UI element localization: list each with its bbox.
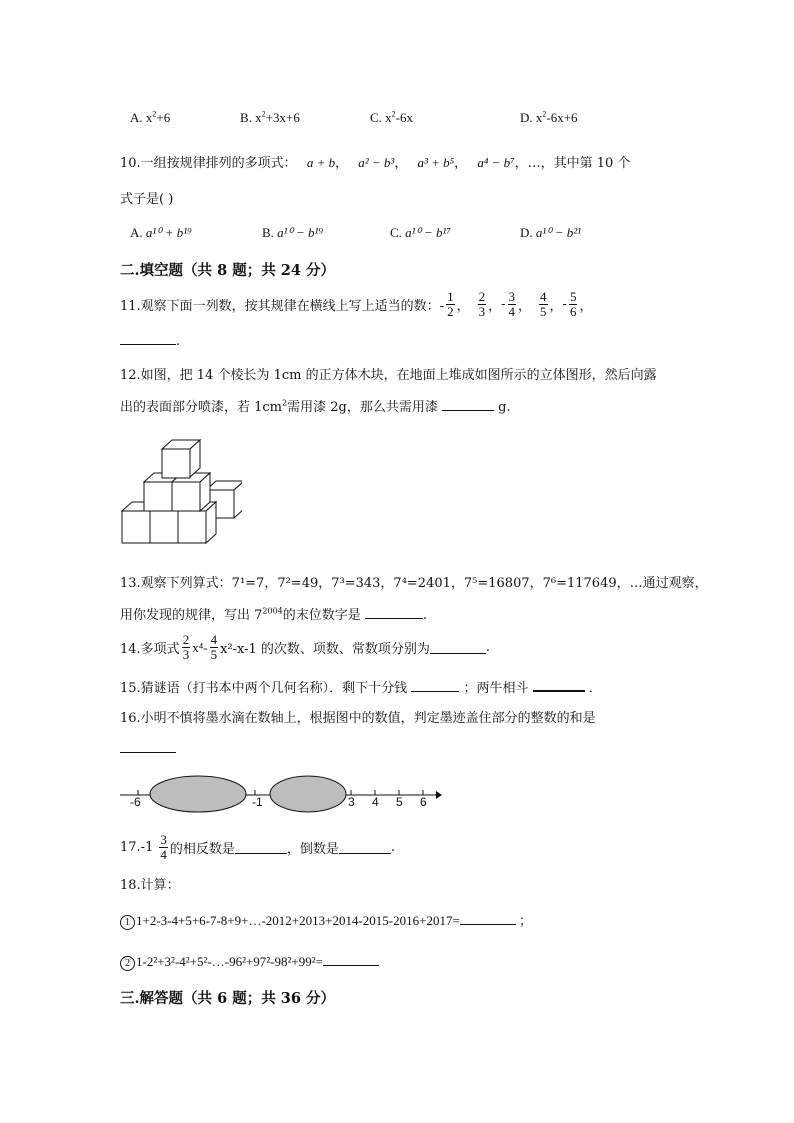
q18-part-2: 2 1-2²+3²-4²+5²-…-96²+97²-98²+99²= bbox=[120, 953, 379, 971]
q15-answer-blank-1[interactable] bbox=[411, 679, 459, 692]
section-2-title: 二.填空题（共 8 题；共 24 分） bbox=[120, 262, 336, 279]
q14-fraction-1: $\frac{2}{3}$ bbox=[182, 632, 190, 662]
q17-answer-blank-2[interactable] bbox=[339, 841, 391, 854]
q18-part-2-blank[interactable] bbox=[323, 953, 379, 966]
axis-label-6: 6 bbox=[420, 795, 427, 809]
q14-answer-blank[interactable] bbox=[430, 641, 486, 654]
q10-option-d: D. a¹⁰ − b²¹ bbox=[520, 225, 582, 240]
q11-answer-blank[interactable] bbox=[120, 332, 176, 345]
q9-option-c: C. $x^2-6x$ bbox=[370, 109, 414, 125]
q17-answer-blank-1[interactable] bbox=[235, 841, 287, 854]
number-line-arrow bbox=[436, 791, 442, 799]
q11-fraction-4: $\frac{4}{5}$ bbox=[540, 289, 547, 319]
q17-question: 17.-1 $\frac{3}{4}$ 的相反数是 ，倒数是 . bbox=[120, 832, 396, 862]
cube-top bbox=[162, 440, 200, 478]
q12-question: 12.如图，把 14 个棱长为 1cm 的正方体木块，在地面上堆成如图所示的立体图形，然后向露 bbox=[120, 368, 657, 383]
section-3-title: 三.解答题（共 6 题；共 36 分） bbox=[120, 990, 336, 1007]
q18-part-1: 1 1+2-3-4+5+6-7-8+9+…-2012+2013+2014-2015-2016+2017= ； bbox=[120, 910, 532, 930]
q18-part-1-blank[interactable] bbox=[460, 912, 516, 925]
q10-option-b: B. a¹⁰ − b¹⁹ bbox=[262, 225, 323, 240]
q9-option-d: D. $x^2-6x+6$ bbox=[520, 109, 578, 125]
q10-option-c: C. a¹⁰ − b¹⁷ bbox=[390, 225, 451, 240]
cube-stack-figure bbox=[118, 434, 242, 550]
q14-question: 14.多项式 $\frac{2}{3}$ x⁴- $\frac{4}{5}$ x²-x-1 的次数、项数、常数项分别为 . bbox=[120, 632, 491, 662]
q12-answer-blank[interactable] bbox=[442, 398, 494, 411]
q10-question-line2: 式子是( ) bbox=[120, 192, 174, 207]
q16-answer-blank[interactable] bbox=[120, 740, 176, 753]
q16-question: 16.小明不慎将墨水滴在数轴上，根据图中的数值，判定墨迹盖住部分的整数的和是 bbox=[120, 711, 596, 726]
q18-part-2-marker: 2 bbox=[120, 956, 135, 971]
q12-question-line2: 出的表面部分喷漆，若 $1cm^2$需用漆 2g，那么共需用漆 g. bbox=[120, 398, 511, 415]
q13-answer-blank[interactable] bbox=[365, 606, 423, 619]
q16-answer-line bbox=[120, 740, 176, 757]
q13-question-line2: 用你发现的规律，写出 $7^{2004}$的末位数字是 . bbox=[120, 606, 428, 623]
q10-question: 10.一组按规律排列的多项式： a + b， a² − b³， a³ + b⁵， a⁴ − b⁷，…，其中第 10 个 bbox=[120, 155, 631, 171]
axis-label-neg6: -6 bbox=[130, 795, 141, 809]
ink-blot-left bbox=[150, 776, 246, 812]
q10-option-a: A. a¹⁰ + b¹⁹ bbox=[130, 225, 192, 240]
q11-fraction-3: $\frac{3}{4}$ bbox=[508, 289, 516, 319]
q17-fraction: $\frac{3}{4}$ bbox=[160, 832, 167, 862]
q9-option-a: A. $x^2+6$ bbox=[130, 109, 171, 125]
axis-label-5: 5 bbox=[396, 795, 403, 809]
q18-part-1-marker: 1 bbox=[120, 915, 135, 930]
q15-answer-blank-2[interactable] bbox=[533, 678, 585, 692]
axis-label-neg1: -1 bbox=[252, 795, 263, 809]
q11-answer-line: . bbox=[120, 332, 180, 349]
axis-label-3: 3 bbox=[348, 795, 355, 809]
q11-question: 11.观察下面一列数，按其规律在横线上写上适当的数：- $\frac{1}{2}$ ， $\frac{2}{3}$ ， - $\frac{3}{4}$ ， $\frac{4}{5}$ ， - $\frac{5}{6}$ ， bbox=[120, 289, 593, 319]
q13-question: 13.观察下列算式：7¹=7，7²=49，7³=343，7⁴=2401，7⁵=16807，7⁶=117649，…通过观察， bbox=[120, 576, 708, 591]
q11-fraction-2: $\frac{2}{3}$ bbox=[478, 289, 486, 319]
q14-fraction-2: $\frac{4}{5}$ bbox=[210, 632, 218, 662]
ink-blot-right bbox=[270, 776, 346, 812]
q11-fraction-5: $\frac{5}{6}$ bbox=[569, 289, 577, 319]
q15-question: 15.猜谜语（打书本中两个几何名称）．剩下十分钱 ；两牛相斗 ． bbox=[120, 677, 602, 696]
number-line-figure bbox=[118, 772, 444, 818]
cube-middle-row bbox=[144, 473, 210, 511]
q11-fraction-1: $\frac{1}{2}$ bbox=[447, 289, 454, 319]
q18-title: 18.计算： bbox=[120, 878, 180, 893]
q9-option-b: B. $x^2+3x+6$ bbox=[240, 109, 300, 125]
axis-label-4: 4 bbox=[372, 795, 379, 809]
